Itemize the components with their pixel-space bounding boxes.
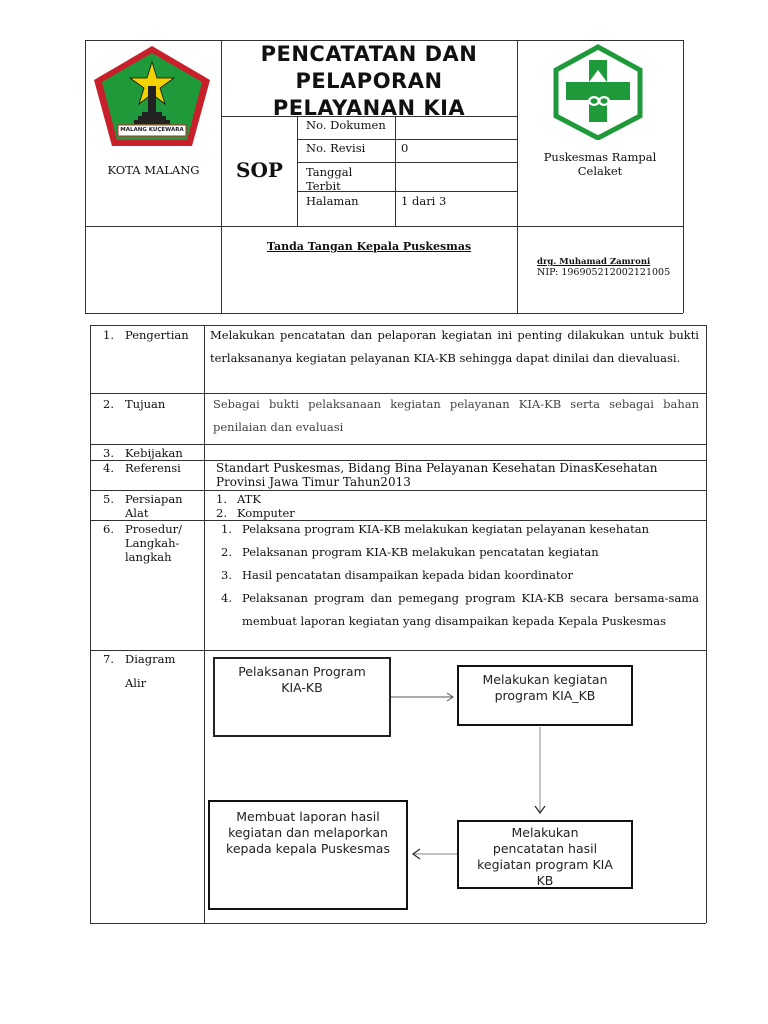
list-number: 4. <box>221 591 232 605</box>
section-number-1: 1. <box>103 328 114 342</box>
title-line-2: PELAPORAN <box>295 69 443 93</box>
procedure-step-3: Hasil pencatatan disampaikan kepada bidan koordinator <box>242 568 574 582</box>
signer-name: drg. Muhamad Zamroni <box>537 257 651 267</box>
field-label-no-dokumen: No. Dokumen <box>306 118 386 132</box>
list-number: 1. <box>221 522 232 536</box>
section-label-referensi: Referensi <box>125 461 181 475</box>
section-label-tujuan: Tujuan <box>125 397 166 411</box>
section-label-prosedur: Prosedur/ Langkah-langkah <box>125 522 183 564</box>
flow-box-pencatatan-hasil: Melakukan pencatatan hasil kegiatan program KIA KB <box>457 820 633 889</box>
signature-label: Tanda Tangan Kepala Puskesmas <box>266 240 472 253</box>
section-number-2: 2. <box>103 397 114 411</box>
section-number-3: 3. <box>103 446 114 460</box>
tool-item-komputer: Komputer <box>237 506 295 520</box>
field-label-tanggal-terbit: Tanggal Terbit <box>306 165 353 193</box>
section-text-pengertian: Melakukan pencatatan dan pelaporan kegiatan ini penting dilakukan untuk bukti terlaksananya kegiatan pelayanan KIA-KB sehingga dapat dinilai dan dievaluasi. <box>210 328 699 365</box>
puskesmas-name: Puskesmas Rampal Celaket <box>543 150 657 178</box>
section-text-tujuan: Sebagai bukti pelaksanaan kegiatan pelayanan KIA-KB serta sebagai bahan penilaian dan evaluasi <box>213 397 699 434</box>
field-value-halaman: 1 dari 3 <box>401 194 447 208</box>
section-number-6: 6. <box>103 522 114 536</box>
procedure-step-2: Pelaksanan program KIA-KB melakukan pencatatan kegiatan <box>242 545 599 559</box>
section-label-pengertian: Pengertian <box>125 328 189 342</box>
logo-banner-text: MALANG KUÇEWARA <box>120 127 184 133</box>
field-label-no-revisi: No. Revisi <box>306 141 366 155</box>
section-label-kebijakan: Kebijakan <box>125 446 183 460</box>
section-number-7: 7. <box>103 652 114 666</box>
section-label-alir: Alir <box>125 676 147 690</box>
signer-nip: NIP: 196905212002121005 <box>537 267 671 278</box>
title-line-1: PENCATATAN DAN <box>260 42 478 66</box>
list-number: 3. <box>221 568 232 582</box>
flow-box-membuat-laporan: Membuat laporan hasil kegiatan dan melaporkan kepada kepala Puskesmas <box>208 800 408 910</box>
list-number: 2. <box>221 545 232 559</box>
sop-label: SOP <box>236 158 283 182</box>
section-label-diagram: Diagram <box>125 652 176 666</box>
flow-box-pelaksanan-program: Pelaksanan Program KIA-KB <box>213 657 391 737</box>
field-value-no-revisi: 0 <box>401 141 409 155</box>
section-label-persiapan-alat: Persiapan Alat <box>125 492 183 520</box>
list-number: 1. <box>216 492 227 506</box>
section-text-referensi: Standart Puskesmas, Bidang Bina Pelayanan Kesehatan DinasKesehatan Provinsi Jawa Timur Tahun2013 <box>216 461 658 489</box>
city-label: KOTA MALANG <box>107 163 200 177</box>
title-line-3: PELAYANAN KIA <box>272 96 466 120</box>
tool-item-atk: ATK <box>237 492 261 506</box>
procedure-step-4: Pelaksanan program dan pemegang program KIA-KB secara bersama-sama membuat laporan kegiatan yang disampaikan kepada Kepala Puskesmas <box>242 591 699 628</box>
procedure-step-1: Pelaksana program KIA-KB melakukan kegiatan pelayanan kesehatan <box>242 522 650 536</box>
flow-box-melakukan-kegiatan: Melakukan kegiatan program KIA_KB <box>457 665 633 726</box>
section-number-4: 4. <box>103 461 114 475</box>
field-label-halaman: Halaman <box>306 194 359 208</box>
list-number: 2. <box>216 506 227 520</box>
section-number-5: 5. <box>103 492 114 506</box>
